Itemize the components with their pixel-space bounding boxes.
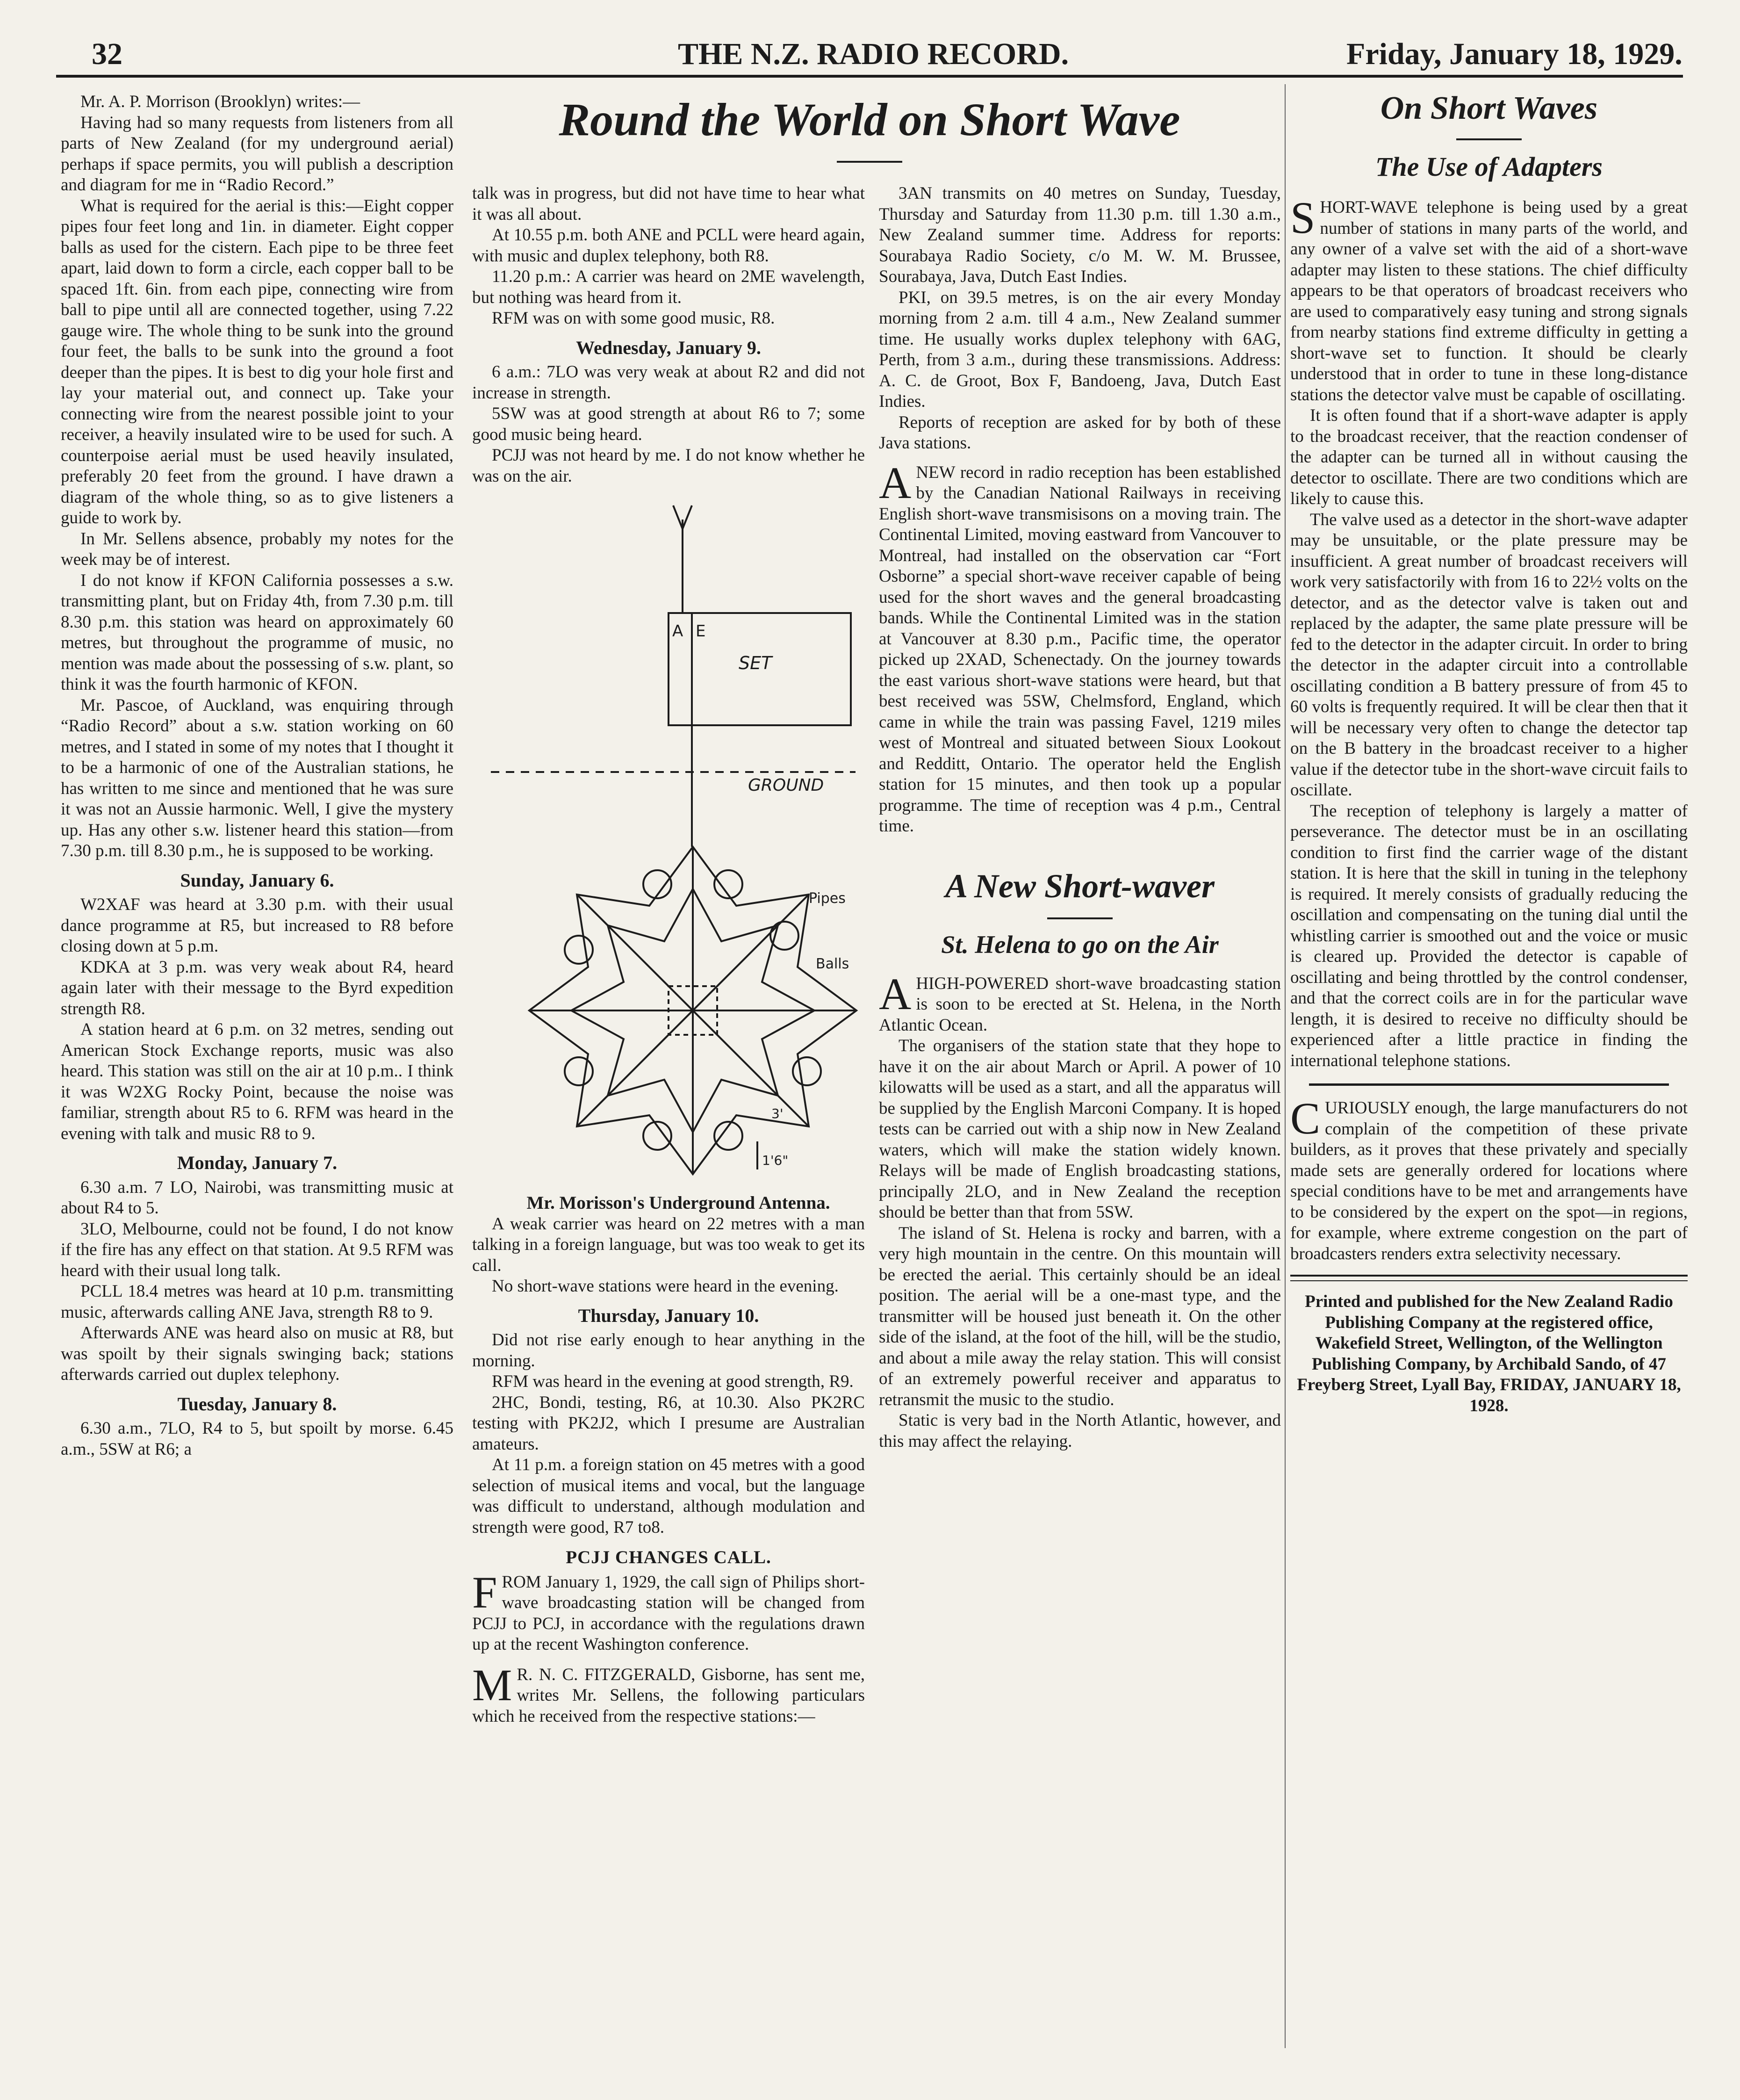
paragraph: RFM was on with some good music, R8. <box>492 309 775 328</box>
page-number: 32 <box>92 37 122 71</box>
paragraph: 2HC, Bondi, testing, R6, at 10.30. Also PK2RC testing with PK2J2, which I presume are Australian amateurs. <box>472 1393 865 1454</box>
antenna-diagram <box>472 491 865 1193</box>
paragraph: A station heard at 6 p.m. on 32 metres, sending out American Stock Exchange reports, music was also heard. This station was still on the air at 10 p.m.. I think it was W2XG Rocky Point, because the noise was familiar, strength about R5 to 6. RFM was heard in the evening with talk and music R8 to 9. <box>61 1020 453 1143</box>
copper-ball <box>565 1057 593 1085</box>
copper-ball <box>793 1057 821 1085</box>
paragraph: Reports of reception are asked for by both of these Java stations. <box>879 412 1281 453</box>
paragraph: Mr. Pascoe, of Auckland, was enquiring through “Radio Record” about a s.w. station working on 60 metres, and I stated in some of my notes that I thought it to be a harmonic of one of the Australian stations, he has written to me since and mentioned that he was sure it was not an Aussie harmonic. Well, I give the mystery up. Has any other s.w. listener heard this station—from 7.30 p.m. till 8.30 p.m., he is supposed to be working. <box>61 695 453 860</box>
paragraph: W2XAF was heard at 3.30 p.m. with their usual dance programme at R5, but increased to R8 before closing down at 5 p.m. <box>61 895 453 956</box>
drop-cap: C <box>1290 1093 1321 1143</box>
paragraph: talk was in progress, but did not have time to hear what it was all about. <box>472 184 865 224</box>
headline-rule <box>1047 917 1113 919</box>
paragraph-text: ROM January 1, 1929, the call sign of Philips short-wave broadcasting station will be changed from PCJJ to PCJ, in accordance with the regulations drawn up at the recent Washington conference. <box>472 1572 865 1654</box>
diagram-label-3ft: 3' <box>771 1106 784 1121</box>
headline-rule <box>1456 138 1522 140</box>
paragraph: Static is very bad in the North Atlantic, however, and this may affect the relaying. <box>879 1411 1281 1451</box>
aerial-tip-line <box>673 505 683 529</box>
paragraph: The valve used as a detector in the short-wave adapter may be unsuitable, or the plate pressure may be insufficient. A great number of broadcast receivers will work very satisfactorily with from 16 to 22½ volts on the detector, and as the detector valve is taken out and replaced by the adapter, the same plate pressure will be fed to the detector in the adapter circuit. In order to bring the detector in the adapter circuit into a controllable oscillating condition a B battery pressure of from 45 to 60 volts is frequently required. It will be clear then that it will be necessary very often to change the detector tap on the B battery in the broadcast receiver to a higher value if the detector tube in the short-wave circuit fails to oscillate. <box>1290 510 1688 800</box>
paragraph: It is often found that if a short-wave adapter is apply to the broadcast receiver, that the reaction condenser of the adapter can be turned all in without causing the detector to oscillate. There are two conditions which are likely to cause this. <box>1290 406 1688 508</box>
column-4 <box>1290 89 1688 1416</box>
subheadline-st-helena: St. Helena to go on the Air <box>941 930 1219 959</box>
column-2 <box>472 183 865 1727</box>
diagram-label-set: SET <box>739 653 772 673</box>
diagram-label-ground: GROUND <box>748 776 824 795</box>
paragraph-text: R. N. C. FITZGERALD, Gisborne, has sent me, writes Mr. Sellens, the following particulars which he received from the respective stations:— <box>472 1665 865 1726</box>
paragraph: PCJJ was not heard by me. I do not know whether he was on the air. <box>472 446 865 486</box>
paragraph <box>1290 193 1688 405</box>
diagram-label-e: E <box>696 622 706 641</box>
subheadline-adapters: The Use of Adapters <box>1375 152 1603 182</box>
imprint <box>1290 1292 1688 1416</box>
diagram-label-balls: Balls <box>816 956 849 972</box>
paragraph: Afterwards ANE was heard also on music at R8, but was spoilt by their signals swinging back; stations afterwards carried out duplex telephony. <box>61 1323 453 1384</box>
drop-cap: M <box>472 1660 512 1710</box>
paragraph: Did not rise early enough to hear anything in the morning. <box>472 1330 865 1371</box>
masthead-rule <box>56 75 1683 78</box>
diagram-label-1ft6: 1'6" <box>762 1153 789 1168</box>
diagram-label-a: A <box>672 622 683 641</box>
drop-cap: A <box>879 457 912 508</box>
paragraph: Mr. A. P. Morrison (Brooklyn) writes:— <box>80 92 360 111</box>
paragraph: No short-wave stations were heard in the evening. <box>492 1277 839 1296</box>
paragraph <box>472 1660 865 1727</box>
paragraph: RFM was heard in the evening at good strength, R9. <box>492 1372 854 1391</box>
paragraph: 11.20 p.m.: A carrier was heard on 2ME wavelength, but nothing was heard from it. <box>472 267 865 307</box>
paragraph: PKI, on 39.5 metres, is on the air every Monday morning from 2 a.m. till 4 a.m., New Zealand summer time. He usually works duplex telephony with 6AG, Perth, from 3 a.m., during these transmissions. Address: A. C. de Groot, Box F, Bandoeng, Java, Dutch East Indies. <box>879 288 1281 411</box>
subheading-wednesday: Wednesday, January 9. <box>576 337 761 358</box>
paragraph: 3AN transmits on 40 metres on Sunday, Tuesday, Thursday and Saturday from 11.30 p.m. till 1.30 a.m., New Zealand summer time. Address for reports: Sourabaya Radio Society, c/o M. W. M. Brussee, Sourabaya, Java, Dutch East Indies. <box>879 184 1281 286</box>
copper-ball <box>565 936 593 964</box>
paragraph-text: NEW record in radio reception has been established by the Canadian National Railways in receiving English short-wave transmisisons on a moving train. The Continental Limited, moving eastward from Vancouver to Montreal, had installed on the observation car “Fort Osborne” a special short-wave receiver capable of being used for the short waves and the general broadcasting bands. While the Continental Limited was in the station at Vancouver at 8.30 p.m., Pacific time, the operator picked up 2XAD, Schenectady. On the journey towards the east various short-wave stations were heard, but that best received was 5SW, Chelmsford, England, which came in while the train was passing Favel, 1219 miles west of Montreal and situated between Sioux Lookout and Redditt, Ontario. The operator held the English station for 15 minutes, and then took up a popular programme. The time of reception was 4 p.m., Central time. <box>879 462 1281 836</box>
headline-on-short-waves: On Short Waves <box>1380 90 1598 126</box>
subheading-sunday: Sunday, January 6. <box>180 869 334 891</box>
paragraph: The island of St. Helena is rocky and barren, with a very high mountain in the centre. On this mountain will be erected the aerial. This certainly should be an ideal position. The aerial will be a one-mast type, and the transmitter will be housed just beneath it. On the other side of the island, at the foot of the hill, will be the studio, and about a mile away the relay station. This will consist of an extremely powerful receiver and apparatus to retransmit the music to the studio. <box>879 1223 1281 1409</box>
drop-cap: A <box>879 968 912 1019</box>
subheading-thursday: Thursday, January 10. <box>578 1305 759 1326</box>
paragraph: 6 a.m.: 7LO was very weak at about R2 and did not increase in strength. <box>472 362 865 403</box>
column-1 <box>61 92 453 1460</box>
section-divider <box>1309 1083 1669 1086</box>
paragraph: The organisers of the station state that they hope to have it on the air about March or April. A power of 10 kilowatts will be used as a start, and all the apparatus will be supplied by the English Marconi Company. It is hoped tests can be carried out with a ship now in New Zealand waters, which will make the station widely known. Relays will be made of English broadcasting stations, principally 2LO, and in New Zealand the reception should be better than that from 5SW. <box>879 1036 1281 1222</box>
paragraph: I do not know if KFON California possesses a s.w. transmitting plant, but on Friday 4th, from 7.30 p.m. till 8.30 p.m. this station was heard on approximately 60 metres, but throughout the programme of music, no mention was made about the possessing of s.w. plant, so think it was the fourth harmonic of KFON. <box>61 570 453 694</box>
paragraph-text: HORT-WAVE telephone is being used by a great number of stations in many parts of the world, and any owner of a valve set with the aid of a short-wave adapter may listen to these stations. The chief difficulty appears to be that operators of broadcast receivers who are used to comparatively easy tuning and strong signals from nearby stations find extreme difficulty in getting a short-wave set to function. It should be clearly understood that in order to tune in these long-distance stations the detector valve must be capable of oscillating. <box>1290 198 1688 404</box>
paragraph <box>1290 1093 1688 1264</box>
issue-date: Friday, January 18, 1929. <box>1346 37 1682 71</box>
paragraph: At 10.55 p.m. both ANE and PCLL were heard again, with music and duplex telephony, both R8. <box>472 225 865 266</box>
paragraph <box>879 457 1281 837</box>
headline-rule <box>837 161 902 163</box>
aerial-tip-line <box>683 505 692 529</box>
paragraph-text: URIOUSLY enough, the large manufacturers do not complain of the competition of these private builders, as it proves that these privately and specially made sets are generally ordered for locations where special conditions have to be met and arrangements have to be considered by the expert on the spot—in regions, for example, where extreme congestion on the part of broadcasters renders extra selectivity necessary. <box>1290 1098 1688 1263</box>
diagram-label-pipes: Pipes <box>809 890 846 907</box>
paragraph: KDKA at 3 p.m. was very weak about R4, heard again later with their message to the Byrd expedition strength R8. <box>61 957 453 1018</box>
subheading-tuesday: Tuesday, January 8. <box>177 1393 337 1414</box>
headline-new-short-waver: A New Short-waver <box>945 867 1215 905</box>
paragraph: 6.30 a.m. 7 LO, Nairobi, was transmitting music at about R4 to 5. <box>61 1177 453 1218</box>
drop-cap: F <box>472 1567 497 1617</box>
column-3 <box>879 183 1281 1452</box>
newspaper-title: THE N.Z. RADIO RECORD. <box>678 37 1069 71</box>
paragraph: Having had so many requests from listeners from all parts of New Zealand (for my underground aerial) perhaps if space permits, you will publish a description and diagram for me in “Radio Record.” <box>61 113 453 195</box>
paragraph: What is required for the aerial is this:—Eight copper pipes four feet long and 1in. in diameter. Eight copper balls as used for the cistern. Each pipe to be three feet apart, laid down to form a circle, each copper ball to be spaced 1ft. 6in. from each pipe, connecting wire from ball to pipe until all are connected together, using 7.22 gauge wire. The whole thing to be sunk into the ground four feet, the balls to be sunk into the ground a foot deeper than the pipes. It is best to dig your hole first and lay your material out, and connect up. Take your connecting wire from the nearest possible joint to your receiver, a heavily insulated wire to be used for such. A counterpoise aerial must be used heavily insulated, preferably 20 feet from the ground. I have drawn a diagram of the whole thing, so as to give listeners a guide to work by. <box>61 196 453 527</box>
imprint-divider <box>1290 1275 1688 1281</box>
drop-cap: S <box>1290 193 1316 243</box>
paragraph-text: HIGH-POWERED short-wave broadcasting station is soon to be erected at St. Helena, in the North Atlantic Ocean. <box>879 974 1281 1035</box>
paragraph: At 11 p.m. a foreign station on 45 metres with a good selection of musical items and vocal, but the language was difficult to understand, although modulation and strength were good, R7 to8. <box>472 1455 865 1537</box>
paragraph: The reception of telephony is largely a matter of perseverance. The detector must be in an oscillating condition to first find the carrier wage of the distant station. It is here that the skill in tuning in the telephony is required. It merely consists of gradually reducing the oscillation and compensating on the tuning dial until the whistling carrier is smoothed out and the voice or music is cleared up. Provided the detector is capable of oscillating and being throttled by the control condenser, and that the correct coils are in for the particular wave length, it is desired to receive no difficulty should be experienced after a little practice in finding the international telephone stations. <box>1290 801 1688 1070</box>
paragraph: 3LO, Melbourne, could not be found, I do not know if the fire has any effect on that station. At 9.5 RFM was heard with their usual long talk. <box>61 1219 453 1280</box>
paragraph <box>472 1567 865 1655</box>
imprint-text: Printed and published for the New Zealand Radio Publishing Company at the registered office, Wakefield Street, Wellington, of the Wellington Publishing Company, by Archibald Sando, of 47 Freyberg Street, Lyall Bay, FRIDAY, JANUARY 18, 1928. <box>1297 1292 1681 1415</box>
paragraph: 5SW was at good strength at about R6 to 7; some good music being heard. <box>472 404 865 444</box>
paragraph: 6.30 a.m., 7LO, R4 to 5, but spoilt by morse. 6.45 a.m., 5SW at R6; a <box>61 1419 453 1459</box>
paragraph: A weak carrier was heard on 22 metres with a man talking in a foreign language, but was too weak to get its call. <box>472 1214 865 1275</box>
column-rule <box>1285 84 1286 2048</box>
figure-caption: Mr. Morisson's Underground Antenna. <box>526 1193 830 1213</box>
subheading-pcjj: PCJJ CHANGES CALL. <box>566 1547 771 1567</box>
paragraph: PCLL 18.4 metres was heard at 10 p.m. transmitting music, afterwards calling ANE Java, strength R8 to 9. <box>61 1282 453 1322</box>
paragraph: In Mr. Sellens absence, probably my notes for the week may be of interest. <box>61 529 453 569</box>
main-headline: Round the World on Short Wave <box>559 94 1180 145</box>
subheading-monday: Monday, January 7. <box>177 1152 338 1173</box>
paragraph <box>879 968 1281 1036</box>
